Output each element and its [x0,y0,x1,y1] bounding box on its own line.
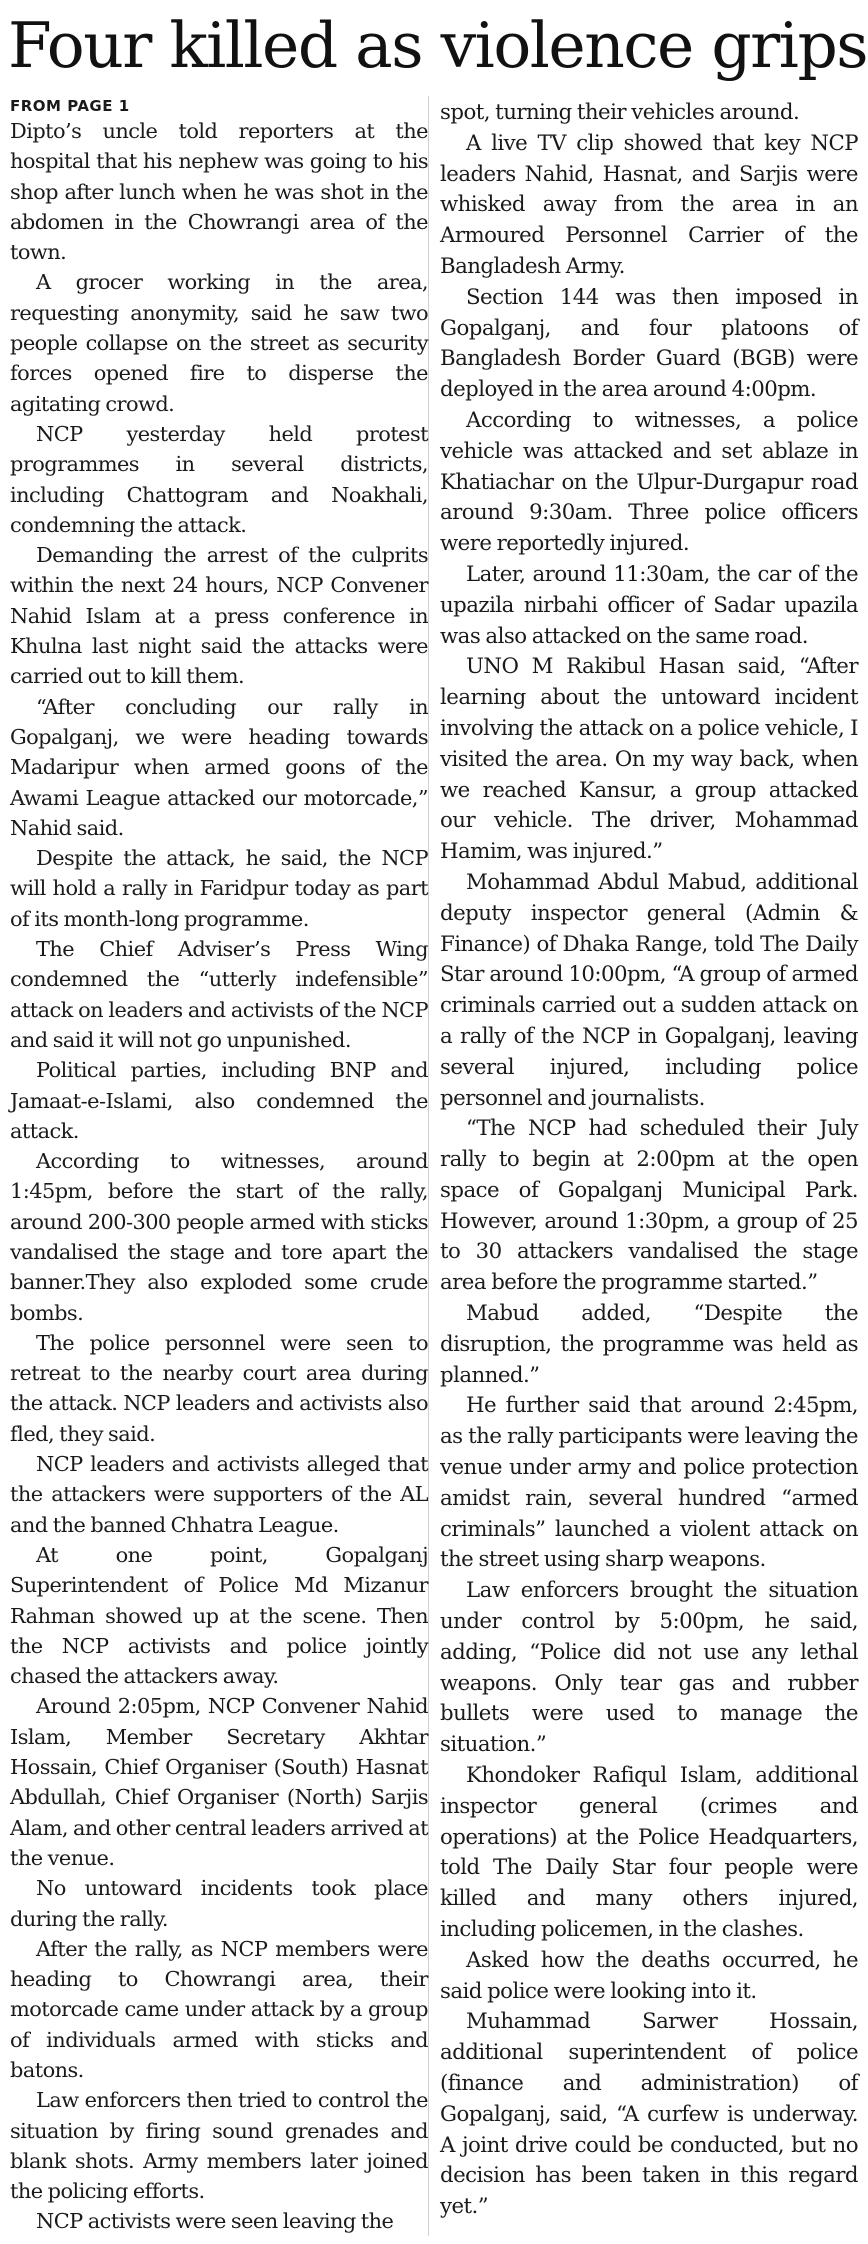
paragraph: Asked how the deaths occurred, he said police were looking into it. [440,1947,858,2004]
paragraph: According to witnesses, a police vehicle was attacked and set ablaze in Khatiachar on the Ulpur-Durgapur road around 9:30am. Three police officers were reportedly injured. [440,407,858,557]
paragraph: No untoward incidents took place during the rally. [10,1876,428,1931]
paragraph: Law enforcers then tried to control the situation by firing sound grenades and blank shots. Army members later joined the policing efforts. [10,2088,428,2204]
paragraph: The Chief Adviser’s Press Wing condemned the “utterly indefensible” attack on leaders and activists of the NCP and said it will not go unpunished. [10,937,428,1052]
paragraph: NCP leaders and activists alleged that the attackers were supporters of the AL and the banned Chhatra League. [10,1452,428,1537]
paragraph: Mabud added, “Despite the disruption, the programme was held as planned.” [440,1301,858,1388]
paragraph: Demanding the arrest of the culprits within the next 24 hours, NCP Convener Nahid Islam at a press conference in Khulna last night said the attacks were carried out to kill them. [10,543,428,689]
paragraph: spot, turning their vehicles around. [440,100,800,125]
jump-label: FROM PAGE 1 [10,97,130,115]
paragraph: “The NCP had scheduled their July rally to begin at 2:00pm at the open space of Gopalganj Municipal Park. However, around 1:30pm, a group of 25 to 30 attackers vandalised the stage area before the programme started.” [440,1116,858,1296]
paragraph: Mohammad Abdul Mabud, additional deputy inspector general (Admin & Finance) of Dhaka Range, told The Daily Star around 10:00pm, “A group of armed criminals carried out a sudden attack on a rally of the NCP in Gopalganj, leaving several injured, including police personnel and journalists. [440,869,858,1111]
article-column-right [440,98,858,2223]
paragraph: Later, around 11:30am, the car of the upazila nirbahi officer of Sadar upazila was also attacked on the same road. [440,561,858,649]
paragraph: Despite the attack, he said, the NCP will hold a rally in Faridpur today as part of its month-long programme. [10,846,428,931]
paragraph: “After concluding our rally in Gopalganj, we were heading towards Madaripur when armed goons of the Awami League attacked our motorcade,” Nahid said. [10,694,428,840]
paragraph: After the rally, as NCP members were heading to Chowrangi area, their motorcade came under attack by a group of individuals armed with sticks and batons. [10,1936,428,2082]
paragraph: A live TV clip showed that key NCP leaders Nahid, Hasnat, and Sarjis were whisked away from the area in an Armoured Personnel Carrier of the Bangladesh Army. [440,130,858,279]
paragraph: NCP activists were seen leaving the [36,2209,394,2234]
article-column-left [10,96,428,2237]
paragraph: Political parties, including BNP and Jamaat-e-Islami, also condemned the attack. [10,1058,428,1143]
paragraph: UNO M Rakibul Hasan said, “After learning about the untoward incident involving the attack on a police vehicle, I visited the area. On my way back, when we reached Kansur, a group attacked our vehicle. The driver, Mohammad Hamim, was injured.” [440,654,858,865]
paragraph: The police personnel were seen to retreat to the nearby court area during the attack. NCP leaders and activists also fled, they said. [10,1330,428,1446]
paragraph: NCP yesterday held protest programmes in several districts, including Chattogram and Noakhali, condemning the attack. [10,421,428,537]
paragraph: Muhammad Sarwer Hossain, additional superintendent of police (finance and administration) of Gopalganj, said, “A curfew is underway. A joint drive could be conducted, but no decision has been taken in this regard yet.” [440,2009,858,2220]
paragraph: Dipto’s uncle told reporters at the hospital that his nephew was going to his shop after lunch when he was shot in the abdomen in the Chowrangi area of the town. [10,119,428,265]
paragraph: According to witnesses, around 1:45pm, before the start of the rally, around 200-300 people armed with sticks vandalised the stage and tore apart the banner.They also exploded some crude bombs. [10,1149,428,1325]
paragraph: Khondoker Rafiqul Islam, additional inspector general (crimes and operations) at the Police Headquarters, told The Daily Star four people were killed and many others injured, including policemen, in the clashes. [440,1763,858,1943]
paragraph: Around 2:05pm, NCP Convener Nahid Islam, Member Secretary Akhtar Hossain, Chief Organiser (South) Hasnat Abdullah, Chief Organiser (North) Sarjis Alam, and other central leaders arrived at the venue. [10,1694,428,1870]
paragraph: A grocer working in the area, requesting anonymity, said he saw two people collapse on the street as security forces opened fire to disperse the agitating crowd. [10,270,428,416]
paragraph: He further said that around 2:45pm, as the rally participants were leaving the venue under army and police protection amidst rain, several hundred “armed criminals” launched a violent attack on the street using sharp weapons. [440,1393,858,1573]
paragraph: Section 144 was then imposed in Gopalganj, and four platoons of Bangladesh Border Guard (BGB) were deployed in the area around 4:00pm. [440,284,858,403]
headline: Four killed as violence grips [8,9,868,82]
paragraph: Law enforcers brought the situation under control by 5:00pm, he said, adding, “Police did not use any lethal weapons. Only tear gas and rubber bullets were used to manage the situation.” [440,1578,858,1758]
paragraph: At one point, Gopalganj Superintendent of Police Md Mizanur Rahman showed up at the scene. Then the NCP activists and police jointly chased the attackers away. [10,1542,428,1689]
column-divider [428,96,429,2236]
